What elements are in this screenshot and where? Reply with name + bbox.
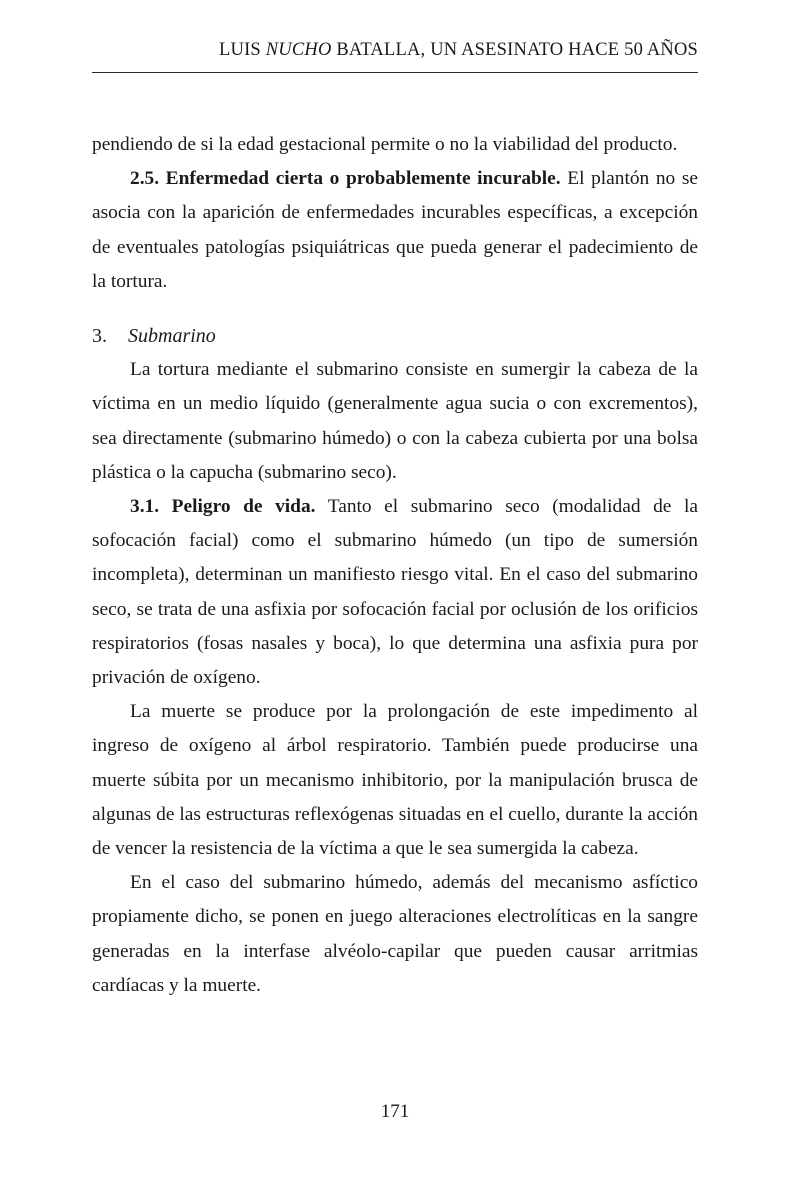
- paragraph-muerte: La muerte se produce por la prolongación de este impedimento al ingreso de oxígeno al árbol respiratorio. También puede producirse una muerte súbita por un mecanismo inhibitorio, por la manipulación brusca de algunas de las estructuras reflexógenas situadas en el cuello, durante la acción de vencer la resistencia de la víctima a que le sea sumergida la cabeza.: [92, 701, 698, 860]
- running-head-author: LUIS: [219, 40, 266, 60]
- paragraph-continuation: pendiendo de si la edad gestacional permite o no la viabilidad del producto.: [92, 134, 678, 155]
- body-text: [92, 128, 698, 1003]
- section-number: 3.: [92, 325, 107, 348]
- page-number: 171: [380, 1101, 410, 1122]
- subsection-heading-2-5: 2.5. Enfermedad cierta o probablemente incurable.: [130, 168, 561, 190]
- section-title: Submarino: [128, 325, 216, 348]
- paragraph-2-5: [92, 162, 698, 299]
- running-head-nickname: NUCHO: [265, 40, 332, 60]
- header-rule: [92, 72, 698, 73]
- subsection-heading-3-1: 3.1. Peligro de vida.: [130, 496, 316, 518]
- running-head-title: BATALLA, UN ASESINATO HACE 50 AÑOS: [331, 40, 698, 60]
- running-head: [219, 40, 698, 61]
- paragraph-3-1: [92, 490, 698, 695]
- section-heading: [92, 319, 698, 353]
- paragraph-submarino-humedo: En el caso del submarino húmedo, además del mecanismo asfíctico propiamente dicho, se ponen en juego alteraciones electrolíticas en la sangre generadas en la interfase alvéolo-capilar que pueden causar arritmias cardíacas y la muerte.: [92, 872, 698, 996]
- paragraph-submarino-intro: La tortura mediante el submarino consiste en sumergir la cabeza de la víctima en un medio líquido (generalmente agua sucia o con excrementos), sea directamente (submarino húmedo) o con la cabeza cubierta por una bolsa plástica o la capucha (submarino seco).: [92, 359, 698, 483]
- paragraph-2-5-text: El plantón no se asocia con la aparición de enfermedades incurables específicas, a excepción de eventuales patologías psiquiátricas que pueda generar el padecimiento de la tortura.: [92, 168, 698, 292]
- book-page: [92, 0, 698, 1185]
- paragraph-3-1-text: Tanto el submarino seco (modalidad de la sofocación facial) como el submarino húmedo (un tipo de sumersión incompleta), determinan un manifiesto riesgo vital. En el caso del submarino seco, se trata de una asfixia por sofocación facial por oclusión de los orificios respiratorios (fosas nasales y boca), lo que determina una asfixia pura por privación de oxígeno.: [92, 496, 698, 689]
